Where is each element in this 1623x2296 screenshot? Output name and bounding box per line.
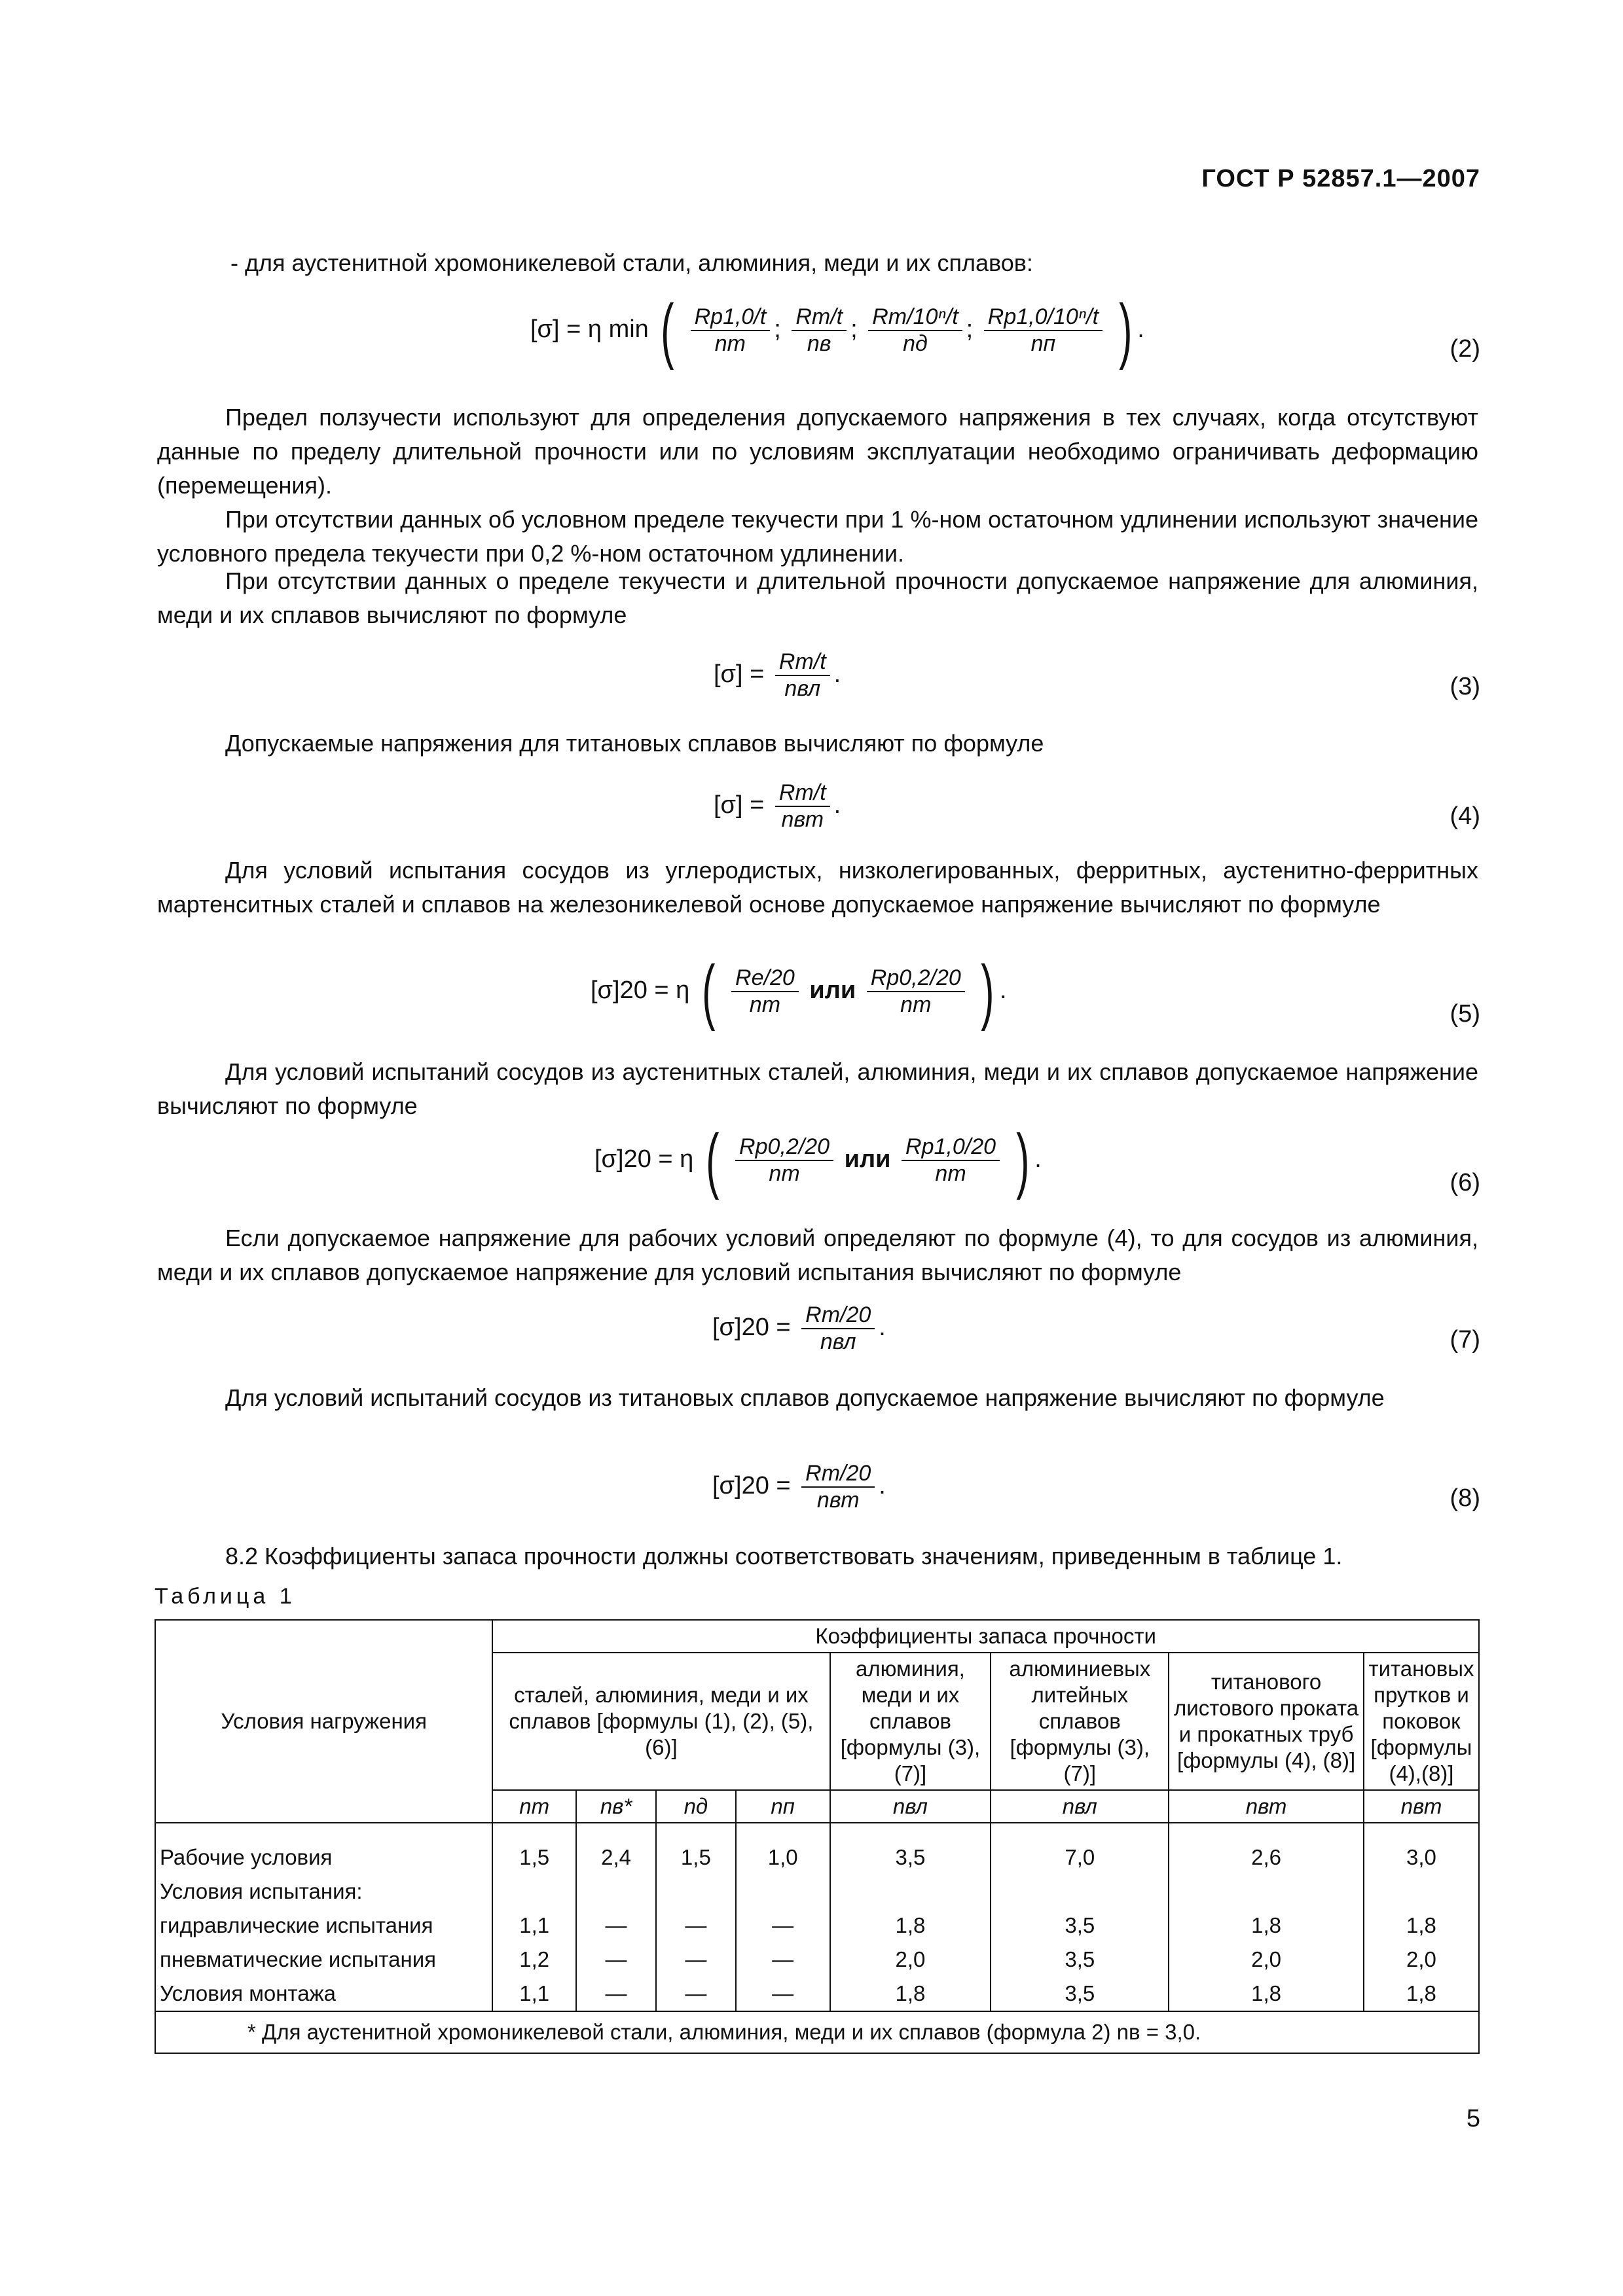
formula-2-frac-3: $\frac{\text{Rm/10ⁿ/t}}{nд}$ <box>868 304 962 357</box>
formula-8: [σ]20 = $\frac{Rm/20}{\text{nвт}}$ . <box>712 1461 886 1513</box>
safety-factor-table <box>155 1619 1480 2054</box>
table-footnote: * Для аустенитной хромоникелевой стали, алюминия, меди и их сплавов (формула 2) nв = 3,0. <box>155 2011 1479 2053</box>
table-row: Рабочие условия 1,5 2,4 1,5 1,0 3,5 7,0 2,6 3,0 <box>155 1823 1479 1874</box>
formula-2-frac-1: $\frac{Rp1,0/t}{nт}$ <box>691 304 771 357</box>
equation-number-7: (7) <box>1450 1326 1480 1354</box>
table-row: пневматические испытания 1,2 — — — 2,0 3,5 2,0 2,0 <box>155 1943 1479 1977</box>
symbol-cell: nт <box>492 1790 576 1823</box>
header-loading-conditions: Условия нагружения <box>155 1620 492 1823</box>
equation-number-8: (8) <box>1450 1484 1480 1512</box>
equation-number-6: (6) <box>1450 1169 1480 1196</box>
formula-6: [σ]20 = η ( $\frac{Rp0,2/20}{nт}$ или $\frac{Rp1,0/20}{nт}$ ) . <box>594 1120 1042 1200</box>
formula-3: [σ] = $\frac{Rm/t}{\text{nвл}}$ . <box>714 649 841 701</box>
symbol-cell: nп <box>736 1790 830 1823</box>
paragraph-8: Если допускаемое напряжение для рабочих условий определяют по формуле (4), то для сосудов из алюминия, меди и их сплавов допускаемое напряжение для условий испытания вычисляют по формуле <box>157 1225 1478 1285</box>
paragraph-1: - для аустенитной хромоникелевой стали, алюминия, меди и их сплавов: <box>230 249 1033 276</box>
header-col-titanium-sheet: титанового листового проката и прокатных труб [формулы (4), (8)] <box>1169 1653 1364 1790</box>
formula-2-lhs: [σ] = η min <box>530 315 649 344</box>
paragraph-7: Для условий испытаний сосудов из аустенитных сталей, алюминия, меди и их сплавов допускаемое напряжение вычисляют по формуле <box>157 1058 1478 1119</box>
symbol-cell: nвт <box>1364 1790 1479 1823</box>
table-row: гидравлические испытания 1,1 — — — 1,8 3,5 1,8 1,8 <box>155 1909 1479 1943</box>
symbol-cell: nв* <box>576 1790 656 1823</box>
formula-2-frac-2: $\frac{Rm/t}{nв}$ <box>792 304 847 357</box>
paragraph-2: Предел ползучести используют для определения допускаемого напряжения в тех случаях, когда отсутствуют данные по пределу длительной прочности или по условиям эксплуатации необходимо ограничивать деформацию (перемещения). <box>157 404 1478 499</box>
paragraph-3: При отсутствии данных об условном пределе текучести при 1 %-ном остаточном удлинении используют значение условного предела текучести при 0,2 %-ном остаточном удлинении. <box>157 506 1478 567</box>
paragraph-5: Допускаемые напряжения для титановых сплавов вычисляют по формуле <box>225 730 1044 757</box>
paragraph-10: 8.2 Коэффициенты запаса прочности должны соответствовать значениям, приведенным в таблице 1. <box>225 1543 1343 1570</box>
symbol-cell: nвт <box>1169 1790 1364 1823</box>
symbol-cell: nвл <box>991 1790 1169 1823</box>
formula-2-frac-4: $\frac{\text{Rp1,0/10ⁿ/t}}{nп}$ <box>984 304 1103 357</box>
header-col-steels: сталей, алюминия, меди и их сплавов [формулы (1), (2), (5), (6)] <box>492 1653 830 1790</box>
paragraph-9: Для условий испытаний сосудов из титановых сплавов допускаемое напряжение вычисляют по формуле <box>225 1384 1385 1411</box>
equation-number-2: (2) <box>1450 335 1480 363</box>
equation-number-4: (4) <box>1450 802 1480 830</box>
formula-5: [σ]20 = η ( $\frac{Re/20}{nт}$ или $\frac{Rp0,2/20}{nт}$ ) . <box>591 951 1007 1031</box>
header-col-cast-aluminium: алюминиевых литейных сплавов [формулы (3), (7)] <box>991 1653 1169 1790</box>
formula-2: [σ] = η min ( $\frac{Rp1,0/t}{nт}$ ; $\frac{Rm/t}{nв}$ ; $\frac{\text{Rm/10ⁿ/t}}{nд}$ ; $\frac{\text{Rp1,0/10ⁿ/t}}{nп}$ ) . <box>530 290 1144 370</box>
table-caption: Таблица 1 <box>155 1584 296 1609</box>
header-col-titanium-bars: титановых прутков и поковок [формулы (4),(8)] <box>1364 1653 1479 1790</box>
header-col-aluminium: алюминия, меди и их сплавов [формулы (3), (7)] <box>830 1653 991 1790</box>
symbol-cell: nвл <box>830 1790 991 1823</box>
equation-number-3: (3) <box>1450 673 1480 700</box>
header-safety-factors: Коэффициенты запаса прочности <box>492 1620 1479 1653</box>
left-paren: ( <box>661 290 674 370</box>
document-header: ГОСТ Р 52857.1—2007 <box>1201 165 1480 192</box>
table-row: Условия монтажа 1,1 — — — 1,8 3,5 1,8 1,8 <box>155 1977 1479 2011</box>
table-row: Условия испытания: <box>155 1874 1479 1909</box>
formula-4: [σ] = $\frac{Rm/t}{\text{nвт}}$ . <box>714 780 841 832</box>
equation-number-5: (5) <box>1450 1000 1480 1028</box>
formula-7: [σ]20 = $\frac{Rm/20}{\text{nвл}}$ . <box>712 1302 886 1354</box>
right-paren: ) <box>1118 290 1133 370</box>
symbol-cell: nд <box>656 1790 736 1823</box>
paragraph-6: Для условий испытания сосудов из углеродистых, низколегированных, ферритных, аустенитно-ферритных мартенситных сталей и сплавов на железоникелевой основе допускаемое напряжение вычисляют по формуле <box>157 857 1478 918</box>
paragraph-4: При отсутствии данных о пределе текучести и длительной прочности допускаемое напряжение для алюминия, меди и их сплавов вычисляют по формуле <box>157 567 1478 628</box>
page-number: 5 <box>1466 2105 1480 2132</box>
